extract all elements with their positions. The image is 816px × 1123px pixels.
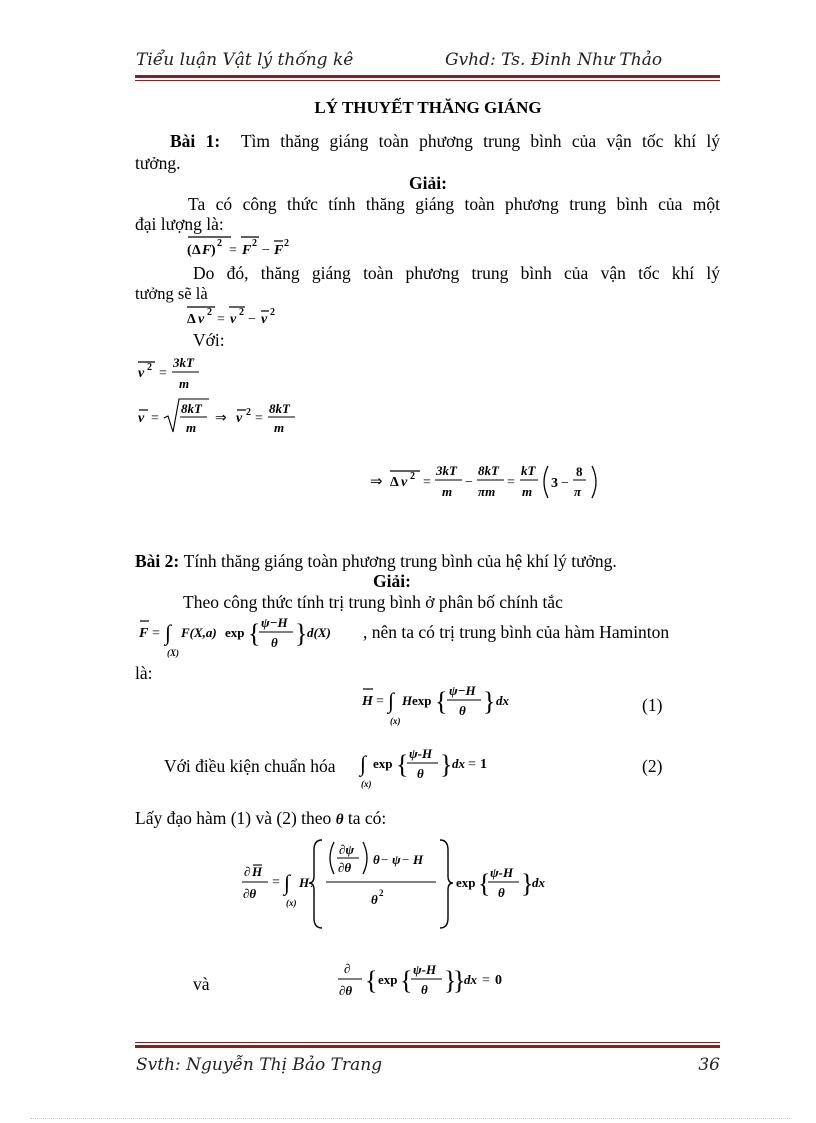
svg-text:2: 2	[239, 307, 244, 318]
formula-derivative-h	[240, 836, 550, 932]
svg-text:Δ: Δ	[390, 475, 399, 490]
bai2-p1: Theo công thức tính trị trung bình ở phân bố chính tắc	[183, 592, 563, 612]
svg-text:}: }	[521, 869, 534, 898]
svg-text:m: m	[274, 420, 285, 435]
svg-text:v: v	[261, 312, 268, 327]
svg-text:(X): (X)	[167, 648, 179, 658]
svg-text:∂: ∂	[344, 961, 351, 976]
bai2-p2-suffix: , nên ta có trị trung bình của hàm Haminton	[363, 622, 670, 642]
svg-text:F(X,a): F(X,a)	[181, 625, 217, 640]
svg-text:8kT: 8kT	[478, 463, 499, 478]
svg-text:θ: θ	[417, 766, 424, 781]
header-right: Gvhd: Ts. Đinh Như Thảo	[445, 50, 663, 70]
svg-text:⇒: ⇒	[215, 411, 227, 426]
svg-text:−: −	[402, 852, 410, 867]
svg-text:v: v	[401, 475, 408, 490]
svg-text:=: =	[482, 973, 490, 988]
svg-text:v: v	[138, 411, 145, 426]
svg-text:v: v	[230, 312, 237, 327]
svg-text:ψ-H: ψ-H	[413, 962, 437, 977]
svg-text:0: 0	[495, 973, 502, 988]
formula-eq2	[358, 741, 498, 791]
svg-text:3kT: 3kT	[173, 355, 194, 370]
svg-text:d(X): d(X)	[307, 625, 331, 640]
svg-text:H: H	[299, 875, 310, 890]
svg-text:2: 2	[379, 888, 384, 898]
svg-text:m: m	[186, 420, 197, 435]
svg-text:Δ: Δ	[192, 243, 201, 258]
svg-text:=: =	[255, 411, 263, 426]
svg-text:=: =	[151, 411, 159, 426]
svg-text:H: H	[413, 852, 424, 867]
svg-text:−: −	[248, 312, 256, 327]
svg-text:−: −	[561, 476, 569, 491]
svg-text:(: (	[187, 243, 192, 258]
svg-text:F: F	[202, 243, 212, 258]
svg-text:θ: θ	[498, 885, 505, 900]
svg-text:H: H	[252, 864, 263, 879]
svg-text:ψ-H: ψ-H	[490, 865, 514, 880]
svg-text:1: 1	[480, 757, 487, 772]
svg-text:{: {	[478, 869, 491, 898]
svg-text:exp: exp	[456, 875, 476, 890]
svg-text:∂θ: ∂θ	[243, 886, 257, 901]
svg-text:=: =	[272, 875, 280, 890]
svg-text:=: =	[229, 243, 237, 258]
bottom-dotted-line	[30, 1118, 790, 1119]
svg-text:exp: exp	[412, 693, 432, 708]
svg-text:2: 2	[147, 362, 152, 373]
svg-text:=: =	[507, 475, 515, 490]
svg-text:dx: dx	[452, 756, 465, 771]
svg-text:Δ: Δ	[187, 312, 196, 327]
svg-text:θ: θ	[371, 892, 378, 907]
svg-text:∂ψ: ∂ψ	[339, 842, 355, 857]
svg-text:v: v	[198, 312, 205, 327]
svg-text:(x): (x)	[361, 779, 372, 789]
svg-text:ψ−H: ψ−H	[449, 683, 476, 698]
svg-text:{: {	[400, 966, 413, 995]
svg-text:m: m	[442, 484, 453, 499]
svg-text:8: 8	[576, 464, 583, 479]
derivative-var: θ	[335, 812, 344, 828]
svg-text:=: =	[423, 475, 431, 490]
svg-text:⇒: ⇒	[370, 474, 383, 490]
svg-text:{: {	[435, 687, 448, 716]
svg-text:dx: dx	[464, 972, 477, 987]
svg-text:3: 3	[551, 476, 558, 491]
svg-text:8kT: 8kT	[269, 401, 290, 416]
formula-v2-mean	[135, 350, 215, 394]
bai1-solution-heading: Giải:	[409, 173, 447, 193]
bai1-p2: Do đó, thăng giáng toàn phương trung bình của vận tốc khí lý	[193, 263, 720, 283]
svg-text:{: {	[396, 750, 409, 779]
svg-text:F: F	[274, 243, 284, 258]
svg-text:∂: ∂	[244, 864, 251, 879]
svg-text:3kT: 3kT	[436, 463, 457, 478]
svg-text:{: {	[365, 966, 378, 995]
svg-text:ψ: ψ	[392, 852, 401, 867]
bai2-derivative-text	[135, 808, 386, 830]
svg-text:2: 2	[410, 471, 415, 482]
bai1-label: Bài 1:	[170, 131, 221, 151]
bai1-with: Với:	[193, 330, 225, 350]
header-left: Tiểu luận Vật lý thống kê	[136, 50, 354, 70]
svg-text:exp: exp	[373, 756, 393, 771]
bai2-label: Bài 2:	[135, 551, 180, 571]
svg-text:v: v	[138, 366, 145, 381]
svg-text:πm: πm	[478, 484, 496, 499]
bai1-question-line2: tưởng.	[135, 153, 181, 173]
bai1-p1-line2: đại lượng là:	[135, 214, 224, 234]
svg-text:∂θ: ∂θ	[339, 983, 353, 998]
bai2-and: và	[193, 974, 210, 994]
svg-text:}: }	[440, 750, 453, 779]
svg-text:ψ−H: ψ−H	[261, 615, 288, 630]
footer-left: Svth: Nguyễn Thị Bảo Trang	[136, 1055, 383, 1075]
svg-text:∂θ: ∂θ	[338, 860, 352, 875]
svg-text:−: −	[381, 852, 389, 867]
svg-text:∫: ∫	[388, 688, 395, 713]
bai2-question-text: Tính thăng giáng toàn phương trung bình của hệ khí lý tưởng.	[183, 551, 617, 571]
svg-text:}: }	[483, 687, 496, 716]
svg-text:2: 2	[217, 238, 222, 249]
page-number: 36	[698, 1055, 720, 1075]
svg-text:π: π	[574, 484, 582, 499]
svg-text:): )	[211, 243, 216, 258]
formula-eq1	[360, 680, 535, 728]
svg-text:=: =	[468, 757, 476, 772]
svg-text:8kT: 8kT	[181, 401, 202, 416]
formula-result	[370, 458, 610, 506]
svg-text:2: 2	[252, 238, 257, 249]
bai1-p2-line2: tưởng sẽ là	[135, 284, 208, 303]
svg-text:=: =	[159, 366, 167, 381]
svg-text:kT: kT	[521, 463, 536, 478]
page-title: LÝ THUYẾT THĂNG GIÁNG	[314, 98, 542, 117]
svg-text:F: F	[242, 243, 252, 258]
svg-text:dx: dx	[496, 693, 509, 708]
svg-text:∫: ∫	[284, 870, 291, 895]
derivative-prefix: Lấy đạo hàm (1) và (2) theo	[135, 808, 332, 828]
svg-text:−: −	[465, 475, 473, 490]
formula-derivative-norm	[336, 957, 516, 1009]
header-rule	[135, 75, 720, 81]
bai1-question-text: Tìm thăng giáng toàn phương trung bình của vận tốc khí lý	[240, 131, 720, 151]
svg-text:(x): (x)	[390, 716, 401, 726]
svg-text:2: 2	[207, 307, 212, 318]
bai2-normalize-text: Với điều kiện chuẩn hóa	[164, 756, 336, 776]
bai1-question	[170, 131, 720, 151]
formula-canonical-mean	[135, 612, 363, 660]
bai2-solution-heading: Giải:	[373, 571, 411, 591]
svg-text:.: .	[310, 876, 313, 890]
svg-text:F: F	[139, 626, 149, 641]
svg-text:θ: θ	[459, 703, 466, 718]
svg-text:H: H	[362, 694, 373, 709]
svg-text:ψ-H: ψ-H	[409, 746, 433, 761]
svg-text:}: }	[444, 966, 457, 995]
svg-text:−: −	[262, 243, 270, 258]
svg-text:2: 2	[246, 407, 251, 418]
svg-text:∫: ∫	[360, 751, 367, 776]
svg-text:exp: exp	[225, 625, 245, 640]
svg-text:}: }	[453, 966, 466, 995]
eq1-number: (1)	[642, 695, 663, 715]
svg-text:2: 2	[284, 238, 289, 249]
svg-text:2: 2	[270, 307, 275, 318]
formula-delta-f	[185, 233, 305, 259]
svg-text:∫: ∫	[165, 620, 172, 645]
bai2-p2-line2: là:	[135, 663, 153, 683]
svg-text:(x): (x)	[286, 898, 297, 908]
svg-text:exp: exp	[378, 972, 398, 987]
footer-rule	[135, 1042, 720, 1048]
svg-text:v: v	[236, 411, 243, 426]
svg-text:θ: θ	[271, 635, 278, 650]
svg-text:}: }	[295, 619, 308, 648]
svg-text:H: H	[402, 693, 413, 708]
eq2-number: (2)	[642, 756, 663, 776]
svg-text:θ: θ	[373, 852, 380, 867]
svg-text:{: {	[248, 619, 261, 648]
formula-delta-v	[185, 303, 295, 327]
svg-text:=: =	[217, 312, 225, 327]
svg-text:θ: θ	[421, 982, 428, 997]
bai2-question	[135, 551, 617, 571]
svg-text:dx: dx	[532, 875, 545, 890]
derivative-suffix: ta có:	[347, 808, 387, 828]
svg-text:m: m	[179, 376, 190, 391]
svg-text:=: =	[376, 694, 384, 709]
svg-text:m: m	[522, 484, 533, 499]
svg-text:=: =	[152, 626, 160, 641]
bai1-p1: Ta có công thức tính thăng giáng toàn phương trung bình của một	[188, 194, 720, 214]
formula-v-mean	[135, 396, 305, 438]
